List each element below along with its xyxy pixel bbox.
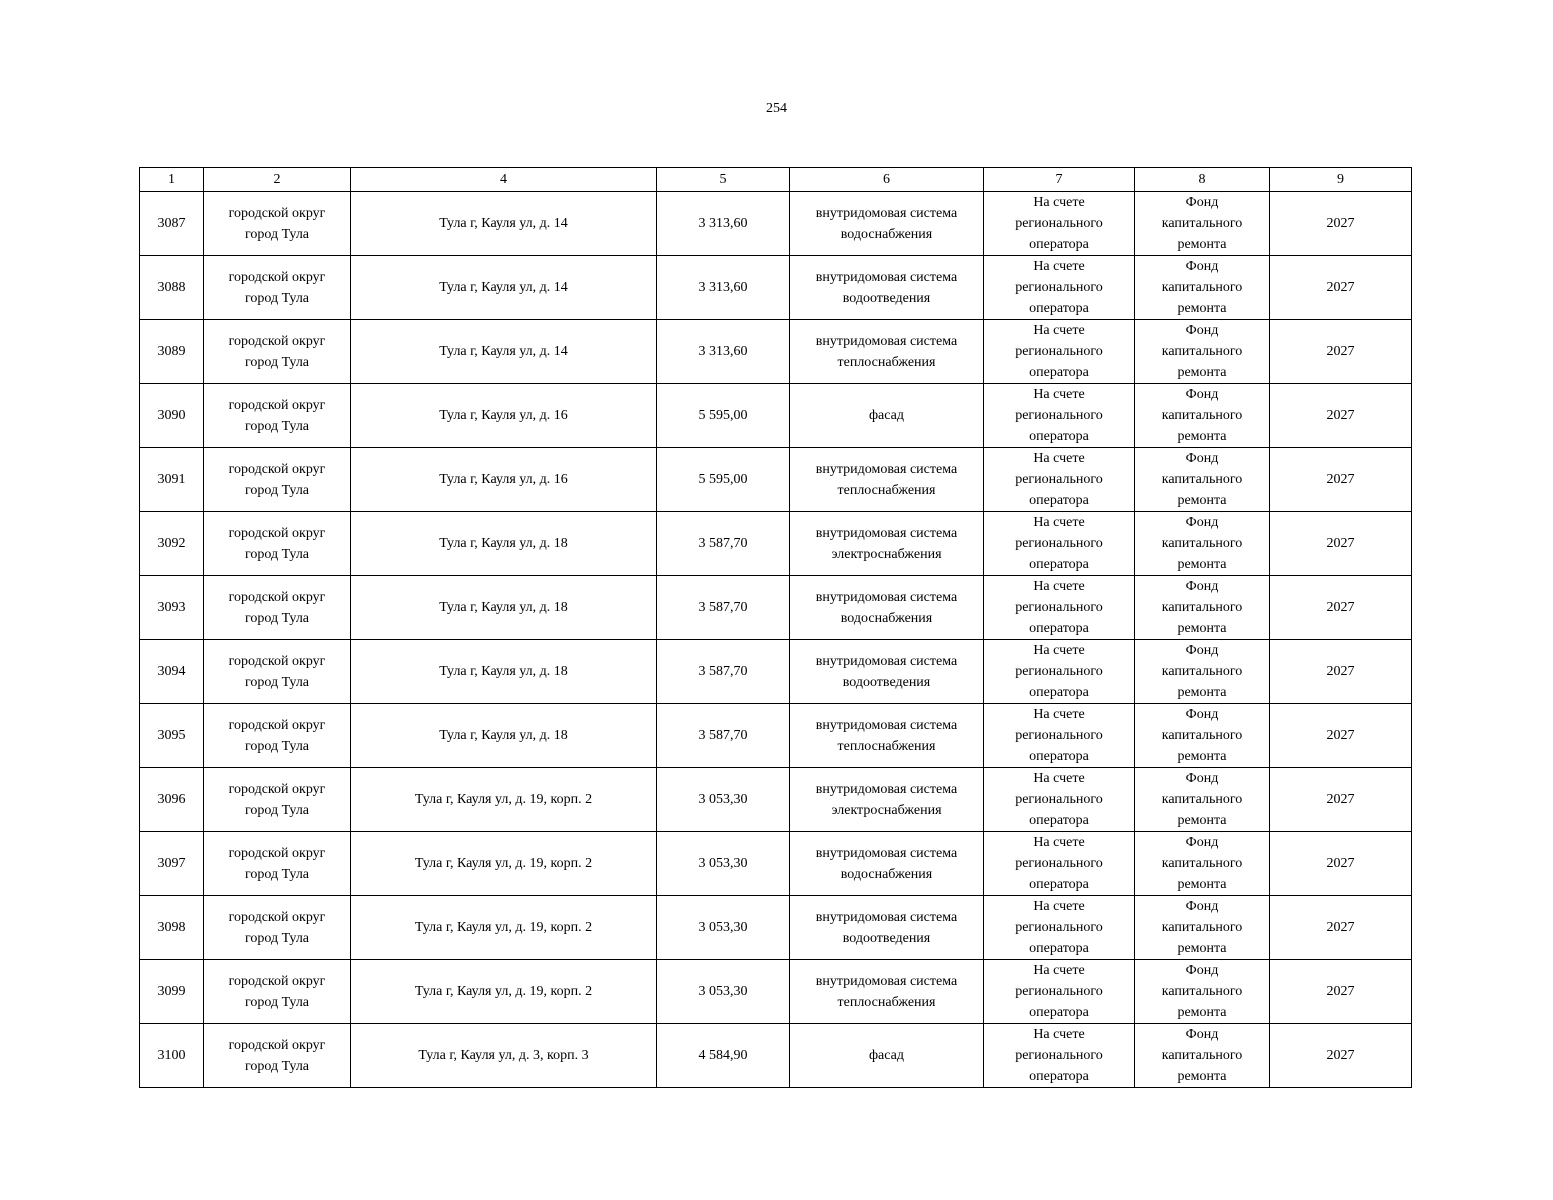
funding-source-cell: [1135, 576, 1270, 640]
area-cell-text: 3 313,60: [698, 280, 748, 295]
structural-element-cell: [790, 320, 984, 384]
address-cell-text: Тула г, Кауля ул, д. 19, корп. 2: [414, 792, 593, 807]
repair-year-cell-text: 2027: [1326, 664, 1355, 679]
municipality-cell-text: городской округ город Тула: [228, 269, 326, 306]
column-header: 4: [351, 168, 657, 192]
structural-element-cell: [790, 256, 984, 320]
account-method-cell-text: На счете регионального оператора: [1015, 1027, 1103, 1084]
account-method-cell-text: На счете регионального оператора: [1015, 835, 1103, 892]
funding-source-cell-text: Фонд капитального ремонта: [1161, 579, 1243, 636]
repair-year-cell-text: 2027: [1326, 408, 1355, 423]
structural-element-cell-text: внутридомовая система теплоснабжения: [815, 973, 958, 1010]
repair-year-cell-text: 2027: [1326, 536, 1355, 551]
municipality-cell-text: городской округ город Тула: [228, 845, 326, 882]
account-method-cell-text: На счете регионального оператора: [1015, 707, 1103, 764]
municipality-cell-text: городской округ город Тула: [228, 589, 326, 626]
table-row: [140, 896, 1412, 960]
funding-source-cell: [1135, 256, 1270, 320]
municipality-cell: [204, 704, 351, 768]
municipality-cell-text: городской округ город Тула: [228, 781, 326, 818]
structural-element-cell-text: внутридомовая система электроснабжения: [815, 781, 958, 818]
funding-source-cell-text: Фонд капитального ремонта: [1161, 387, 1243, 444]
funding-source-cell-text: Фонд капитального ремонта: [1161, 451, 1243, 508]
repair-year-cell: [1270, 384, 1412, 448]
structural-element-cell-text: внутридомовая система водоснабжения: [815, 205, 958, 242]
municipality-cell: [204, 832, 351, 896]
address-cell-text: Тула г, Кауля ул, д. 18: [439, 536, 568, 551]
municipality-cell: [204, 512, 351, 576]
structural-element-cell-text: внутридомовая система водоснабжения: [815, 589, 958, 626]
funding-source-cell-text: Фонд капитального ремонта: [1161, 707, 1243, 764]
row-number-cell: [140, 704, 204, 768]
address-cell-text: Тула г, Кауля ул, д. 18: [439, 600, 568, 615]
row-number-cell: [140, 576, 204, 640]
area-cell-text: 3 313,60: [698, 344, 748, 359]
repair-year-cell: [1270, 832, 1412, 896]
column-header: 2: [204, 168, 351, 192]
row-number-cell: [140, 448, 204, 512]
municipality-cell: [204, 384, 351, 448]
area-cell-text: 3 587,70: [698, 536, 748, 551]
table-row: [140, 256, 1412, 320]
repair-year-cell-text: 2027: [1326, 1048, 1355, 1063]
repair-year-cell: [1270, 960, 1412, 1024]
repair-year-cell: [1270, 448, 1412, 512]
account-method-cell: [984, 896, 1135, 960]
funding-source-cell: [1135, 320, 1270, 384]
funding-source-cell-text: Фонд капитального ремонта: [1161, 963, 1243, 1020]
row-number-cell-text: 3094: [157, 664, 186, 679]
municipality-cell-text: городской округ город Тула: [228, 909, 326, 946]
municipality-cell-text: городской округ город Тула: [228, 525, 326, 562]
row-number-cell-text: 3096: [157, 792, 186, 807]
municipality-cell-text: городской округ город Тула: [228, 461, 326, 498]
repair-year-cell-text: 2027: [1326, 600, 1355, 615]
address-cell-text: Тула г, Кауля ул, д. 19, корп. 2: [414, 920, 593, 935]
funding-source-cell-text: Фонд капитального ремонта: [1161, 1027, 1243, 1084]
address-cell: [351, 960, 657, 1024]
area-cell-text: 3 313,60: [698, 216, 748, 231]
address-cell: [351, 384, 657, 448]
municipality-cell: [204, 1024, 351, 1088]
row-number-cell-text: 3099: [157, 984, 186, 999]
municipality-cell-text: городской округ город Тула: [228, 717, 326, 754]
account-method-cell-text: На счете регионального оператора: [1015, 195, 1103, 252]
page-number: 254: [766, 101, 787, 116]
account-method-cell-text: На счете регионального оператора: [1015, 451, 1103, 508]
account-method-cell: [984, 320, 1135, 384]
funding-source-cell: [1135, 448, 1270, 512]
address-cell-text: Тула г, Кауля ул, д. 14: [439, 280, 568, 295]
area-cell-text: 3 587,70: [698, 600, 748, 615]
repair-year-cell: [1270, 320, 1412, 384]
structural-element-cell: [790, 384, 984, 448]
area-cell: [657, 640, 790, 704]
funding-source-cell: [1135, 704, 1270, 768]
structural-element-cell-text: внутридомовая система теплоснабжения: [815, 333, 958, 370]
table-row: [140, 576, 1412, 640]
area-cell: [657, 896, 790, 960]
row-number-cell-text: 3092: [157, 536, 186, 551]
account-method-cell-text: На счете регионального оператора: [1015, 515, 1103, 572]
address-cell-text: Тула г, Кауля ул, д. 16: [439, 472, 568, 487]
row-number-cell-text: 3095: [157, 728, 186, 743]
column-header: 5: [657, 168, 790, 192]
account-method-cell: [984, 704, 1135, 768]
area-cell-text: 3 587,70: [698, 728, 748, 743]
structural-element-cell: [790, 576, 984, 640]
funding-source-cell: [1135, 832, 1270, 896]
address-cell-text: Тула г, Кауля ул, д. 14: [439, 216, 568, 231]
funding-source-cell: [1135, 960, 1270, 1024]
structural-element-cell-text: внутридомовая система водоотведения: [815, 909, 958, 946]
repair-year-cell: [1270, 256, 1412, 320]
funding-source-cell: [1135, 768, 1270, 832]
row-number-cell: [140, 960, 204, 1024]
address-cell: [351, 896, 657, 960]
account-method-cell: [984, 640, 1135, 704]
account-method-cell-text: На счете регионального оператора: [1015, 963, 1103, 1020]
address-cell: [351, 320, 657, 384]
area-cell: [657, 576, 790, 640]
table-row: [140, 768, 1412, 832]
row-number-cell-text: 3087: [157, 216, 186, 231]
repair-year-cell-text: 2027: [1326, 792, 1355, 807]
address-cell: [351, 832, 657, 896]
address-cell: [351, 192, 657, 256]
table-row: [140, 512, 1412, 576]
address-cell-text: Тула г, Кауля ул, д. 19, корп. 2: [414, 984, 593, 999]
area-cell-text: 5 595,00: [698, 408, 748, 423]
row-number-cell: [140, 896, 204, 960]
area-cell: [657, 256, 790, 320]
address-cell-text: Тула г, Кауля ул, д. 14: [439, 344, 568, 359]
funding-source-cell: [1135, 512, 1270, 576]
account-method-cell: [984, 1024, 1135, 1088]
account-method-cell: [984, 192, 1135, 256]
municipality-cell-text: городской округ город Тула: [228, 205, 326, 242]
table-row: [140, 320, 1412, 384]
structural-element-cell: [790, 512, 984, 576]
account-method-cell-text: На счете регионального оператора: [1015, 387, 1103, 444]
structural-element-cell: [790, 448, 984, 512]
structural-element-cell-text: внутридомовая система водоотведения: [815, 269, 958, 306]
municipality-cell: [204, 640, 351, 704]
structural-element-cell-text: внутридомовая система водоснабжения: [815, 845, 958, 882]
area-cell: [657, 768, 790, 832]
row-number-cell: [140, 640, 204, 704]
structural-element-cell: [790, 960, 984, 1024]
address-cell: [351, 576, 657, 640]
structural-element-cell: [790, 192, 984, 256]
repair-year-cell: [1270, 896, 1412, 960]
area-cell-text: 3 053,30: [698, 920, 748, 935]
area-cell-text: 3 587,70: [698, 664, 748, 679]
address-cell-text: Тула г, Кауля ул, д. 16: [439, 408, 568, 423]
account-method-cell-text: На счете регионального оператора: [1015, 643, 1103, 700]
municipality-cell: [204, 576, 351, 640]
address-cell-text: Тула г, Кауля ул, д. 18: [439, 728, 568, 743]
account-method-cell-text: На счете регионального оператора: [1015, 259, 1103, 316]
address-cell: [351, 704, 657, 768]
structural-element-cell-text: внутридомовая система теплоснабжения: [815, 461, 958, 498]
repair-year-cell-text: 2027: [1326, 856, 1355, 871]
structural-element-cell-text: внутридомовая система теплоснабжения: [815, 717, 958, 754]
repair-year-cell-text: 2027: [1326, 920, 1355, 935]
table-row: [140, 704, 1412, 768]
area-cell-text: 4 584,90: [698, 1048, 748, 1063]
address-cell-text: Тула г, Кауля ул, д. 19, корп. 2: [414, 856, 593, 871]
account-method-cell: [984, 448, 1135, 512]
municipality-cell-text: городской округ город Тула: [228, 973, 326, 1010]
structural-element-cell-text: фасад: [868, 408, 904, 423]
account-method-cell-text: На счете регионального оператора: [1015, 771, 1103, 828]
row-number-cell-text: 3091: [157, 472, 186, 487]
municipality-cell: [204, 960, 351, 1024]
capital-repair-table: [139, 167, 1412, 1088]
municipality-cell-text: городской округ город Тула: [228, 1037, 326, 1074]
row-number-cell-text: 3089: [157, 344, 186, 359]
repair-year-cell: [1270, 1024, 1412, 1088]
account-method-cell: [984, 960, 1135, 1024]
account-method-cell-text: На счете регионального оператора: [1015, 899, 1103, 956]
table-row: [140, 640, 1412, 704]
funding-source-cell-text: Фонд капитального ремонта: [1161, 323, 1243, 380]
repair-year-cell: [1270, 704, 1412, 768]
address-cell: [351, 1024, 657, 1088]
table-row: [140, 448, 1412, 512]
area-cell: [657, 960, 790, 1024]
funding-source-cell: [1135, 640, 1270, 704]
row-number-cell: [140, 1024, 204, 1088]
table-row: [140, 192, 1412, 256]
funding-source-cell-text: Фонд капитального ремонта: [1161, 195, 1243, 252]
row-number-cell-text: 3088: [157, 280, 186, 295]
table-row: [140, 832, 1412, 896]
repair-year-cell: [1270, 192, 1412, 256]
area-cell: [657, 832, 790, 896]
address-cell: [351, 256, 657, 320]
row-number-cell-text: 3090: [157, 408, 186, 423]
address-cell: [351, 448, 657, 512]
column-header: 9: [1270, 168, 1412, 192]
municipality-cell-text: городской округ город Тула: [228, 653, 326, 690]
structural-element-cell: [790, 768, 984, 832]
account-method-cell: [984, 512, 1135, 576]
funding-source-cell: [1135, 896, 1270, 960]
funding-source-cell-text: Фонд капитального ремонта: [1161, 515, 1243, 572]
repair-year-cell: [1270, 576, 1412, 640]
table-header: [140, 168, 1412, 192]
structural-element-cell: [790, 1024, 984, 1088]
municipality-cell-text: городской округ город Тула: [228, 397, 326, 434]
address-cell: [351, 768, 657, 832]
column-header: 1: [140, 168, 204, 192]
repair-year-cell: [1270, 512, 1412, 576]
row-number-cell: [140, 512, 204, 576]
area-cell-text: 3 053,30: [698, 984, 748, 999]
account-method-cell: [984, 256, 1135, 320]
row-number-cell-text: 3100: [157, 1048, 186, 1063]
account-method-cell-text: На счете регионального оператора: [1015, 579, 1103, 636]
account-method-cell: [984, 384, 1135, 448]
table-row: [140, 960, 1412, 1024]
account-method-cell-text: На счете регионального оператора: [1015, 323, 1103, 380]
address-cell-text: Тула г, Кауля ул, д. 3, корп. 3: [418, 1048, 589, 1063]
repair-year-cell-text: 2027: [1326, 344, 1355, 359]
funding-source-cell-text: Фонд капитального ремонта: [1161, 771, 1243, 828]
funding-source-cell: [1135, 1024, 1270, 1088]
structural-element-cell: [790, 896, 984, 960]
municipality-cell-text: городской округ город Тула: [228, 333, 326, 370]
address-cell: [351, 640, 657, 704]
municipality-cell: [204, 896, 351, 960]
account-method-cell: [984, 768, 1135, 832]
header-row: [140, 168, 1412, 192]
row-number-cell-text: 3098: [157, 920, 186, 935]
municipality-cell: [204, 448, 351, 512]
repair-year-cell-text: 2027: [1326, 216, 1355, 231]
repair-year-cell-text: 2027: [1326, 472, 1355, 487]
funding-source-cell: [1135, 384, 1270, 448]
table-row: [140, 1024, 1412, 1088]
row-number-cell: [140, 320, 204, 384]
area-cell: [657, 320, 790, 384]
row-number-cell: [140, 192, 204, 256]
funding-source-cell-text: Фонд капитального ремонта: [1161, 643, 1243, 700]
area-cell: [657, 192, 790, 256]
area-cell: [657, 1024, 790, 1088]
address-cell-text: Тула г, Кауля ул, д. 18: [439, 664, 568, 679]
account-method-cell: [984, 832, 1135, 896]
funding-source-cell-text: Фонд капитального ремонта: [1161, 899, 1243, 956]
row-number-cell: [140, 832, 204, 896]
funding-source-cell-text: Фонд капитального ремонта: [1161, 835, 1243, 892]
area-cell-text: 3 053,30: [698, 792, 748, 807]
area-cell: [657, 704, 790, 768]
repair-year-cell-text: 2027: [1326, 984, 1355, 999]
area-cell-text: 5 595,00: [698, 472, 748, 487]
structural-element-cell-text: внутридомовая система водоотведения: [815, 653, 958, 690]
row-number-cell-text: 3097: [157, 856, 186, 871]
area-cell: [657, 384, 790, 448]
municipality-cell: [204, 768, 351, 832]
row-number-cell: [140, 768, 204, 832]
row-number-cell: [140, 256, 204, 320]
area-cell: [657, 512, 790, 576]
structural-element-cell: [790, 704, 984, 768]
repair-year-cell-text: 2027: [1326, 280, 1355, 295]
row-number-cell-text: 3093: [157, 600, 186, 615]
municipality-cell: [204, 192, 351, 256]
account-method-cell: [984, 576, 1135, 640]
municipality-cell: [204, 320, 351, 384]
structural-element-cell-text: фасад: [868, 1048, 904, 1063]
column-header: 8: [1135, 168, 1270, 192]
structural-element-cell: [790, 832, 984, 896]
municipality-cell: [204, 256, 351, 320]
column-header: 7: [984, 168, 1135, 192]
repair-year-cell: [1270, 768, 1412, 832]
area-cell-text: 3 053,30: [698, 856, 748, 871]
table-body: [140, 192, 1412, 1088]
row-number-cell: [140, 384, 204, 448]
structural-element-cell: [790, 640, 984, 704]
table-row: [140, 384, 1412, 448]
repair-year-cell: [1270, 640, 1412, 704]
area-cell: [657, 448, 790, 512]
funding-source-cell: [1135, 192, 1270, 256]
repair-year-cell-text: 2027: [1326, 728, 1355, 743]
address-cell: [351, 512, 657, 576]
column-header: 6: [790, 168, 984, 192]
funding-source-cell-text: Фонд капитального ремонта: [1161, 259, 1243, 316]
structural-element-cell-text: внутридомовая система электроснабжения: [815, 525, 958, 562]
